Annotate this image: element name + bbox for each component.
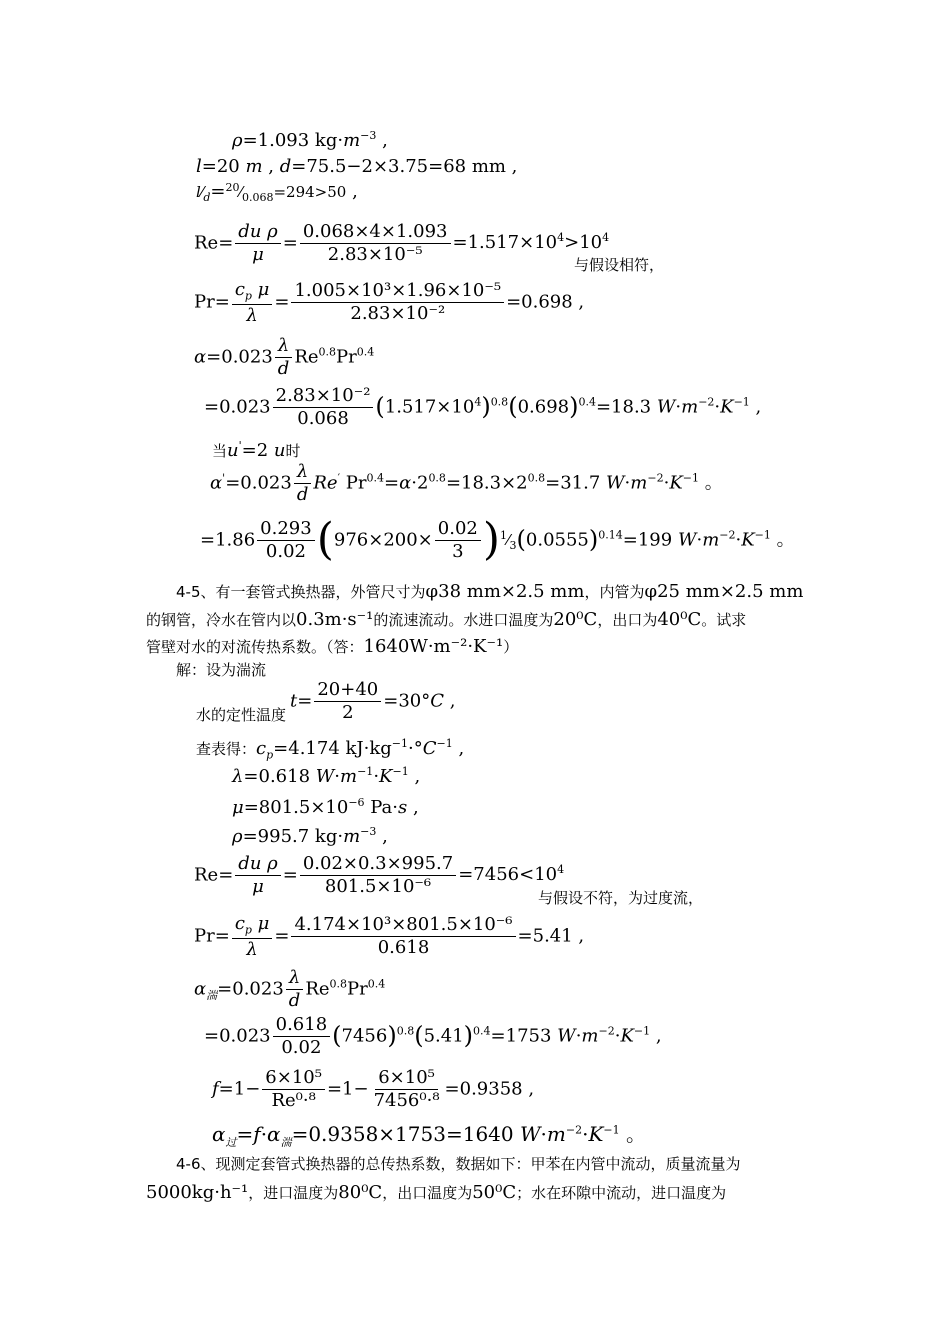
problem-4-5-line-2: 的钢管，冷水在管内以0.3m·s⁻¹的流速流动。水进口温度为20⁰C，出口为40⁰C。试求	[146, 609, 747, 630]
equation-alpha-formula: α=0.023 $\frac{\lambda}{d}$ $Re^{0.8}Pr^{0.4}$	[194, 335, 375, 379]
equation-correction-factor: f=1− $\frac{\text{6×10⁵}}{\text{Re⁰·⁸}}$ =1− $\frac{\text{6×10⁵}}{\text{7456⁰·⁸}}$ =0.9358 ,	[212, 1067, 535, 1111]
equation-mu: $\mu=801.5\times 10^{-6}$ Pa·s ,	[232, 796, 419, 818]
problem-4-6-line-2: 5000kg·h⁻¹，进口温度为80⁰C，出口温度为50⁰C；水在环隙中流动，进口温度为	[146, 1182, 727, 1203]
equation-alpha-prime: α'=0.023 $\frac{\lambda}{d}$ Re′ $Pr^{0.4}=\alpha\cdot 2^{0.8}=18.3\times 2^{0.8}=31.7$ $W\cdot m^{-2}\cdot K^{-1}$ 。	[210, 461, 723, 505]
problem-4-6-line-1: 4-6、现测定套管式换热器的总传热系数，数据如下：甲苯在内管中流动，质量流量为	[176, 1155, 741, 1173]
equation-reynolds-1: Re= $\frac{\text{du ρ}}{\mu}$ = $\frac{0.068\times 4\times 1.093}{\text{2.83×10⁻⁵}}$ $=1.517\times 10^4>10^4$	[194, 221, 610, 265]
equation-alpha-turbulent-calc: =0.023 $\frac{0.618}{0.02}$ $(7456)^{0.8}(5.41)^{0.4}=1753$ $W\cdot m^{-2}\cdot K^{-1}$ ,	[204, 1014, 662, 1058]
equation-prandtl-1: Pr= $\frac{c_p \mu}{\lambda}$ = $\frac{\text{1.005×10³×1.96×10⁻⁵}}{\text{2.83×10⁻²}}$ =0.698 ,	[194, 279, 585, 326]
equation-prandtl-2: Pr= $\frac{c_p \mu}{\lambda}$ = $\frac{\text{4.174×10³×801.5×10⁻⁶}}{0.618}$ =5.41 ,	[194, 913, 585, 960]
equation-length-diameter: l=20 m , d=75.5−2×3.75=68 mm ,	[196, 156, 518, 177]
equation-alpha-turbulent-formula: $\alpha_湍=0.023$ $\frac{\lambda}{d}$ $Re^{0.8}Pr^{0.4}$	[194, 967, 386, 1011]
note-transition-flow: 与假设不符，为过度流，	[538, 889, 704, 907]
equation-reynolds-2: Re= $\frac{\text{du ρ}}{\mu}$ = $\frac{0.02\times 0.3\times 995.7}{\text{801.5×10⁻⁶}}$ $=7456<10^4$	[194, 853, 565, 897]
problem-4-5-line-1: 4-5、有一套管式换热器，外管尺寸为φ38 mm×2.5 mm，内管为φ25 mm×2.5 mm	[176, 581, 804, 602]
equation-cp: 查表得：$c_p=4.174$ $kJ\cdot kg^{-1}\cdot^\circ C^{-1}$ ,	[196, 737, 465, 762]
equation-rho: ρ=1.093 $kg\cdot m^{-3}$ ,	[232, 129, 388, 151]
equation-mean-temperature: $_{水的定性温度}$t= $\frac{20+40}{2}$ =30°C ,	[196, 679, 456, 725]
equation-l-over-d: $l⁄_d=^{20}⁄_{0.068}=294>50$ ,	[196, 181, 358, 204]
note-matches-assumption: 与假设相符，	[574, 256, 665, 274]
problem-4-5-line-3: 管壁对水的对流传热系数。（答：1640W·m⁻²·K⁻¹）	[146, 636, 519, 657]
equation-rho-water: ρ=995.7 $kg\cdot m^{-3}$ ,	[232, 825, 388, 847]
text-when-u-doubled: 当u'=2 u时	[212, 439, 301, 461]
equation-sieder-tate: =1.86 $\frac{0.293}{0.02}$ (976×200× $\frac{0.02}{3}$ )$^1⁄_3(0.0555)^{0.14}=199$ $W\cdot m^{-2}\cdot K^{-1}$ 。	[200, 514, 795, 565]
equation-alpha-calc: =0.023 $\frac{\text{2.83×10⁻²}}{0.068}$ $(1.517\times 10^4)^{0.8}(0.698)^{0.4}=18.3$ $W\cdot m^{-2}\cdot K^{-1}$ ,	[204, 385, 762, 429]
solution-start: 解：设为湍流	[176, 661, 267, 679]
equation-lambda: λ=0.618 $W\cdot m^{-1}\cdot K^{-1}$ ,	[232, 765, 421, 787]
equation-alpha-transition: $\alpha_过=f\cdot\alpha_湍=0.9358\times 1753=1640$ $W\cdot m^{-2}\cdot K^{-1}$ 。	[212, 1122, 646, 1149]
